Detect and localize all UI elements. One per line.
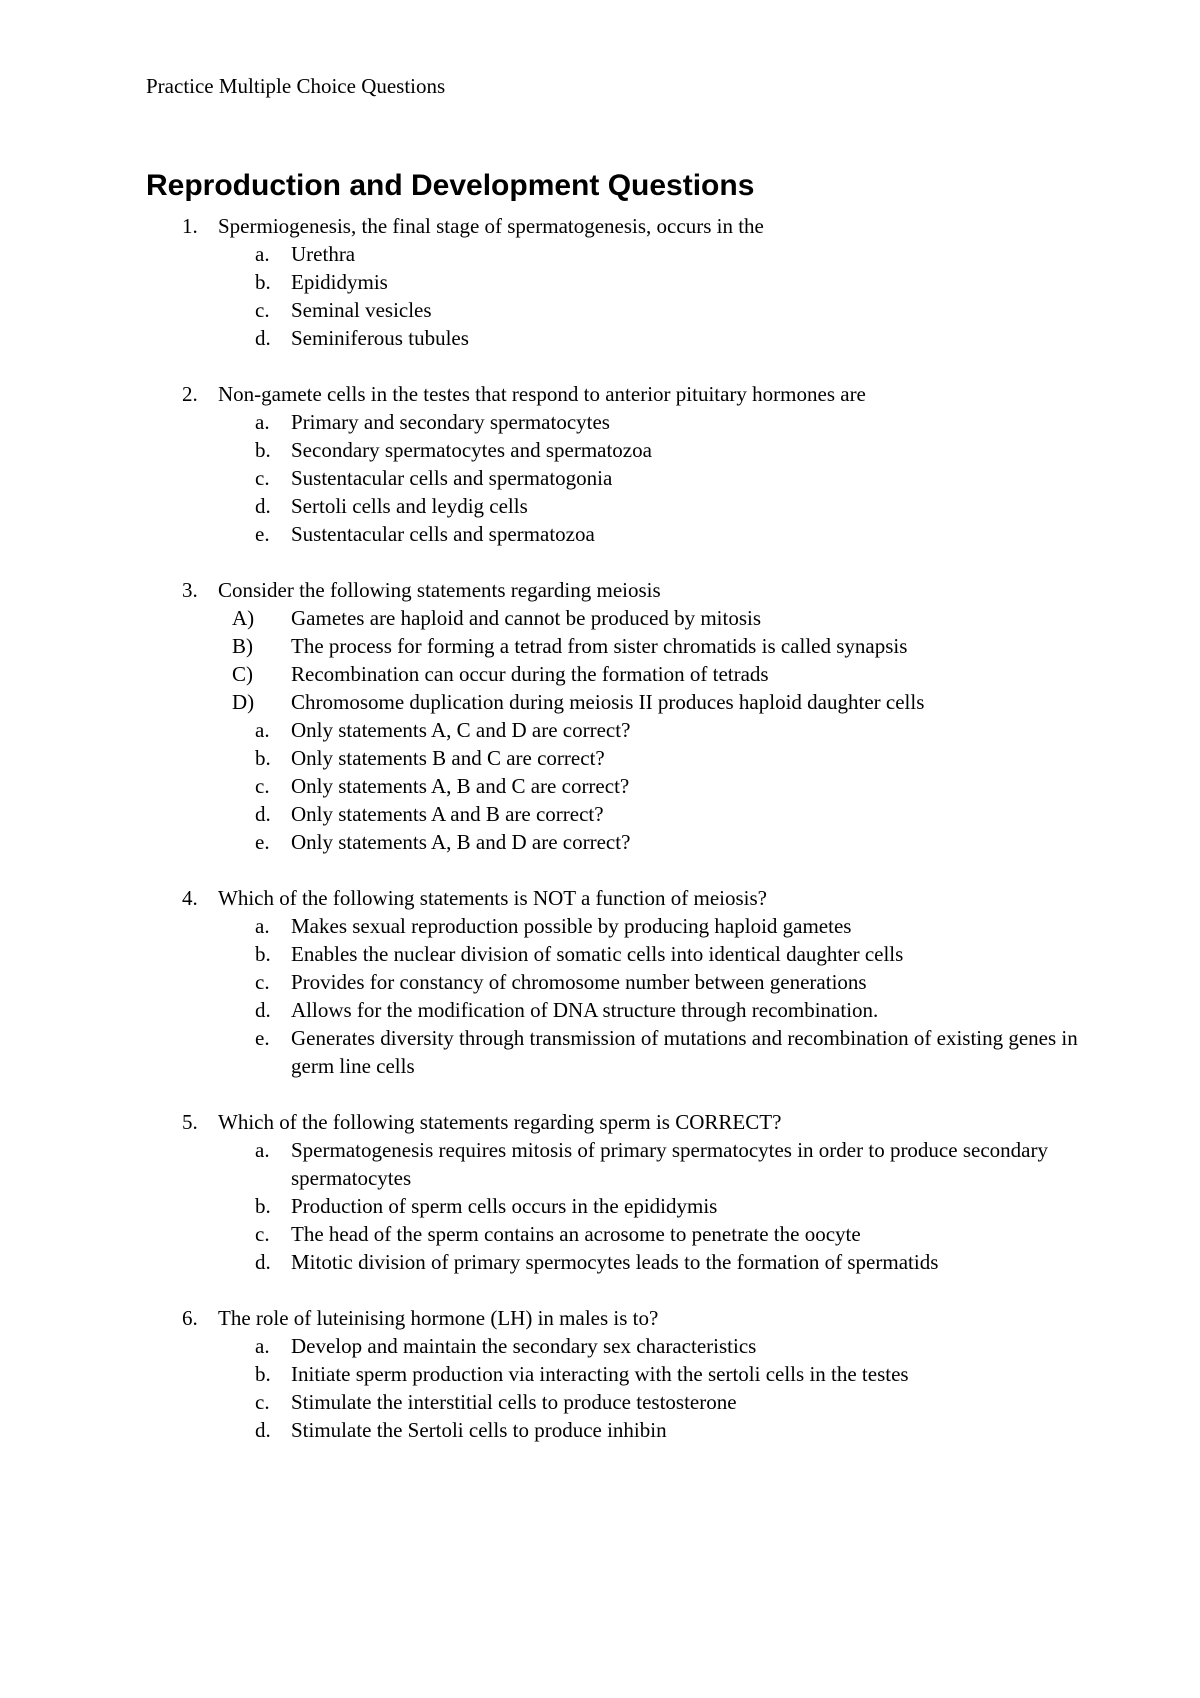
answer-option — [146, 744, 1086, 772]
option-text: Only statements A, C and D are correct? — [291, 718, 631, 742]
answer-option — [146, 436, 1086, 464]
answer-option — [146, 268, 1086, 296]
option-letter: d. — [255, 494, 271, 518]
question-stem — [146, 212, 1086, 240]
question-text: Consider the following statements regarding meiosis — [218, 578, 661, 602]
answer-option — [146, 492, 1086, 520]
question-number: 6. — [182, 1306, 198, 1330]
option-letter: c. — [255, 466, 270, 490]
option-text: Spermatogenesis requires mitosis of primary spermatocytes in order to produce secondary spermatocytes — [291, 1138, 1048, 1190]
option-letter: e. — [255, 830, 270, 854]
option-text: Sustentacular cells and spermatozoa — [291, 522, 595, 546]
answer-option — [146, 1024, 1086, 1080]
answer-option — [146, 1360, 1086, 1388]
answer-option — [146, 1192, 1086, 1220]
option-text: Secondary spermatocytes and spermatozoa — [291, 438, 652, 462]
answer-option — [146, 324, 1086, 352]
option-letter: d. — [255, 802, 271, 826]
statement-text: Chromosome duplication during meiosis II produces haploid daughter cells — [291, 690, 925, 714]
option-text: Enables the nuclear division of somatic cells into identical daughter cells — [291, 942, 904, 966]
option-text: Only statements A and B are correct? — [291, 802, 604, 826]
option-letter: b. — [255, 746, 271, 770]
question-2 — [146, 380, 1086, 548]
statement-text: Recombination can occur during the formation of tetrads — [291, 662, 769, 686]
answer-option — [146, 800, 1086, 828]
document-title: Reproduction and Development Questions — [146, 169, 755, 202]
option-letter: e. — [255, 1026, 270, 1050]
answer-option — [146, 464, 1086, 492]
question-text: Which of the following statements regarding sperm is CORRECT? — [218, 1110, 782, 1134]
option-letter: d. — [255, 326, 271, 350]
answer-option — [146, 1416, 1086, 1444]
answer-option — [146, 912, 1086, 940]
question-1 — [146, 212, 1086, 352]
answer-option — [146, 1220, 1086, 1248]
question-number: 2. — [182, 382, 198, 406]
option-letter: b. — [255, 438, 271, 462]
option-letter: a. — [255, 914, 270, 938]
statement-letter: A) — [232, 606, 255, 630]
answer-option — [146, 828, 1086, 856]
page-header: Practice Multiple Choice Questions — [146, 74, 446, 98]
question-text: The role of luteinising hormone (LH) in males is to? — [218, 1306, 659, 1330]
option-letter: a. — [255, 242, 270, 266]
question-stem — [146, 1108, 1086, 1136]
answer-option — [146, 1136, 1086, 1192]
question-text: Non-gamete cells in the testes that respond to anterior pituitary hormones are — [218, 382, 866, 406]
option-letter: a. — [255, 1138, 270, 1162]
option-text: Develop and maintain the secondary sex characteristics — [291, 1334, 757, 1358]
option-text: Urethra — [291, 242, 356, 266]
question-number: 4. — [182, 886, 198, 910]
answer-option — [146, 408, 1086, 436]
question-text: Which of the following statements is NOT a function of meiosis? — [218, 886, 768, 910]
option-letter: b. — [255, 942, 271, 966]
answer-option — [146, 996, 1086, 1024]
statement-text: The process for forming a tetrad from sister chromatids is called synapsis — [291, 634, 908, 658]
question-3 — [146, 576, 1086, 856]
option-text: Only statements A, B and D are correct? — [291, 830, 631, 854]
question-number: 3. — [182, 578, 198, 602]
question-number: 1. — [182, 214, 198, 238]
option-text: Sustentacular cells and spermatogonia — [291, 466, 613, 490]
option-text: Initiate sperm production via interacting with the sertoli cells in the testes — [291, 1362, 909, 1386]
statement-text: Gametes are haploid and cannot be produced by mitosis — [291, 606, 762, 630]
option-letter: c. — [255, 298, 270, 322]
answer-option — [146, 716, 1086, 744]
option-text: Provides for constancy of chromosome number between generations — [291, 970, 867, 994]
option-text: Seminal vesicles — [291, 298, 432, 322]
option-letter: d. — [255, 1418, 271, 1442]
option-letter: b. — [255, 1194, 271, 1218]
option-letter: a. — [255, 1334, 270, 1358]
question-5 — [146, 1108, 1086, 1276]
answer-option — [146, 772, 1086, 800]
statement-item — [146, 604, 1086, 632]
answer-option — [146, 296, 1086, 324]
statement-letter: C) — [232, 662, 253, 686]
option-letter: c. — [255, 1222, 270, 1246]
option-text: Makes sexual reproduction possible by producing haploid gametes — [291, 914, 852, 938]
option-text: Stimulate the Sertoli cells to produce inhibin — [291, 1418, 667, 1442]
option-text: Primary and secondary spermatocytes — [291, 410, 610, 434]
question-stem — [146, 1304, 1086, 1332]
option-text: Generates diversity through transmission of mutations and recombination of existing genes in germ line cells — [291, 1026, 1078, 1078]
option-text: The head of the sperm contains an acrosome to penetrate the oocyte — [291, 1222, 861, 1246]
statement-item — [146, 632, 1086, 660]
question-4 — [146, 884, 1086, 1080]
option-letter: c. — [255, 1390, 270, 1414]
question-stem — [146, 576, 1086, 604]
option-text: Stimulate the interstitial cells to produce testosterone — [291, 1390, 737, 1414]
option-text: Allows for the modification of DNA structure through recombination. — [291, 998, 879, 1022]
option-letter: b. — [255, 270, 271, 294]
question-list — [146, 212, 1086, 1472]
statement-item — [146, 688, 1086, 716]
option-letter: a. — [255, 410, 270, 434]
option-letter: d. — [255, 998, 271, 1022]
option-letter: a. — [255, 718, 270, 742]
statement-letter: D) — [232, 690, 255, 714]
statement-item — [146, 660, 1086, 688]
option-text: Epididymis — [291, 270, 388, 294]
option-text: Mitotic division of primary spermocytes leads to the formation of spermatids — [291, 1250, 939, 1274]
option-letter: c. — [255, 774, 270, 798]
answer-option — [146, 1248, 1086, 1276]
question-stem — [146, 380, 1086, 408]
option-text: Only statements B and C are correct? — [291, 746, 605, 770]
option-letter: b. — [255, 1362, 271, 1386]
option-text: Production of sperm cells occurs in the epididymis — [291, 1194, 718, 1218]
question-text: Spermiogenesis, the final stage of spermatogenesis, occurs in the — [218, 214, 764, 238]
statement-letter: B) — [232, 634, 253, 658]
answer-option — [146, 968, 1086, 996]
option-letter: e. — [255, 522, 270, 546]
answer-option — [146, 240, 1086, 268]
question-stem — [146, 884, 1086, 912]
answer-option — [146, 520, 1086, 548]
option-text: Seminiferous tubules — [291, 326, 469, 350]
option-text: Only statements A, B and C are correct? — [291, 774, 630, 798]
question-number: 5. — [182, 1110, 198, 1134]
question-6 — [146, 1304, 1086, 1444]
option-letter: c. — [255, 970, 270, 994]
option-text: Sertoli cells and leydig cells — [291, 494, 528, 518]
answer-option — [146, 1332, 1086, 1360]
option-letter: d. — [255, 1250, 271, 1274]
answer-option — [146, 940, 1086, 968]
answer-option — [146, 1388, 1086, 1416]
